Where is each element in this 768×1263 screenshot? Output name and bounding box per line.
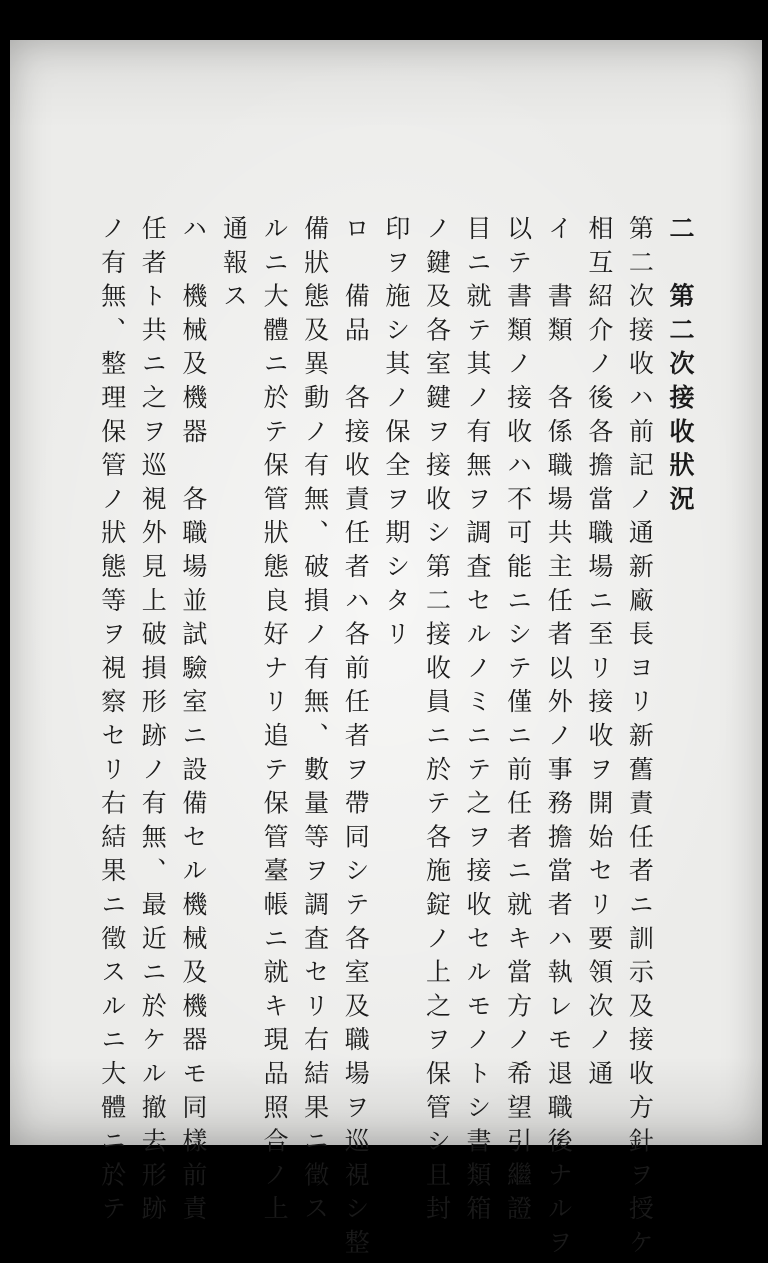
document-page — [10, 40, 762, 1263]
text-line: 備狀態及異動ノ有無、破損ノ有無、數量等ヲ調査セリ右結果ニ徵ス — [300, 215, 330, 1229]
text-line: 第二次接收ハ前記ノ通新廠長ヨリ新舊責任者ニ訓示及接收方針ヲ授ケ — [625, 215, 655, 1263]
text-line: ロ 備品 各接收責任者ハ各前任者ヲ帶同シテ各室及職場ヲ巡視シ整 — [341, 215, 371, 1263]
text-line: 目ニ就テ其ノ有無ヲ調査セルノミニテ之ヲ接收セルモノトシ書類箱 — [463, 215, 493, 1229]
text-line: 以テ書類ノ接收ハ不可能ニシテ僅ニ前任者ニ就キ當方ノ希望引繼證 — [503, 215, 533, 1229]
text-line: ノ有無、整理保管ノ狀態等ヲ視察セリ右結果ニ徵スルニ大體ニ於テ — [97, 215, 127, 1229]
text-line: 任者ト共ニ之ヲ巡視外見上破損形跡ノ有無、最近ニ於ケル撤去形跡 — [138, 215, 168, 1229]
text-line: 通報ス — [219, 215, 249, 317]
section-heading: 二 第二次接收狀況 — [666, 215, 695, 520]
text-line: ハ 機械及機器 各職場並試驗室ニ設備セル機械及機器モ同樣前責 — [178, 215, 208, 1229]
text-line: ノ鍵及各室鍵ヲ接收シ第二接收員ニ於テ各施錠ノ上之ヲ保管シ且封 — [422, 215, 452, 1229]
vertical-text-body — [50, 215, 700, 1263]
text-line: ルニ大體ニ於テ保管狀態良好ナリ追テ保管臺帳ニ就キ現品照合ノ上 — [260, 215, 290, 1229]
text-line: 印ヲ施シ其ノ保全ヲ期シタリ — [381, 215, 411, 655]
text-line: 相互紹介ノ後各擔當職場ニ至リ接收ヲ開始セリ要領次ノ通 — [584, 215, 614, 1094]
text-line: イ 書類 各係職場共主任者以外ノ事務擔當者ハ執レモ退職後ナルヲ — [544, 215, 574, 1263]
